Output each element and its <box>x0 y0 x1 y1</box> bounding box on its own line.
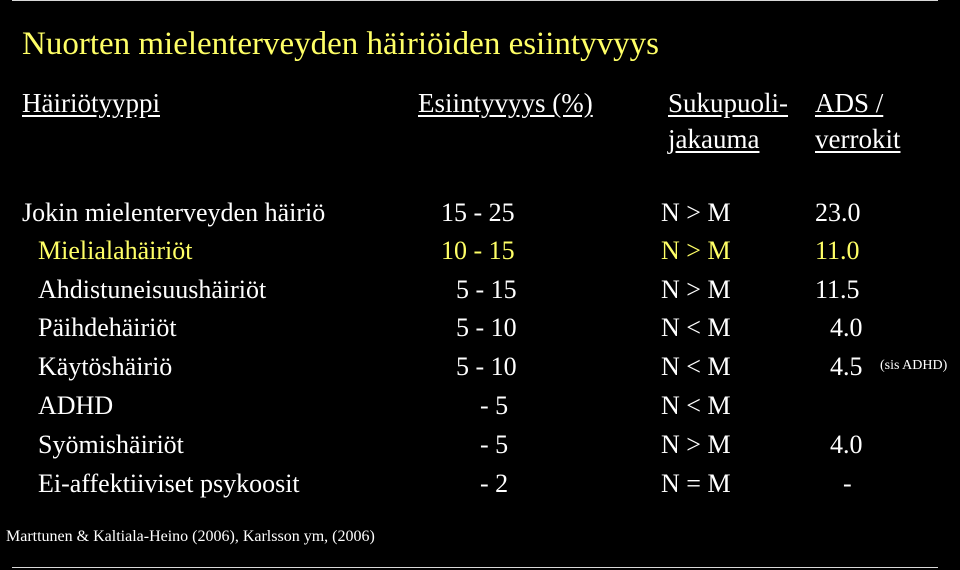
row-ads: 11.0 <box>815 236 860 265</box>
row-gender: N < M <box>661 391 731 420</box>
row-name: Syömishäiriöt <box>38 430 184 459</box>
row-gender: N > M <box>661 198 731 227</box>
row-name: Ahdistuneisuushäiriöt <box>38 275 267 304</box>
header-ads-line1: ADS / <box>815 88 884 118</box>
row-name: Päihdehäiriöt <box>38 313 177 342</box>
row-gender: N > M <box>661 430 731 459</box>
row-prevalence: 10 - 15 <box>441 236 515 265</box>
header-prevalence: Esiintyvyys (%) <box>418 88 593 118</box>
row-ads: 11.5 <box>815 275 860 304</box>
row-ads: - <box>843 469 852 498</box>
header-type: Häiriötyyppi <box>22 88 160 118</box>
row-gender: N < M <box>661 352 731 381</box>
row-prevalence: 5 - 10 <box>456 313 517 342</box>
row-name: Mielialahäiriöt <box>38 236 193 265</box>
row-gender: N = M <box>661 469 731 498</box>
row-name: Käytöshäiriö <box>38 352 173 381</box>
row-note: (sis ADHD) <box>880 358 948 373</box>
row-name: ADHD <box>38 391 114 420</box>
row-prevalence: - 5 <box>480 391 509 420</box>
row-ads: 4.5 <box>830 352 863 381</box>
row-prevalence: - 5 <box>480 430 509 459</box>
source-citation: Marttunen & Kaltiala-Heino (2006), Karlsson ym, (2006) <box>6 528 375 545</box>
row-prevalence: 5 - 10 <box>456 352 517 381</box>
header-ads-line2: verrokit <box>815 124 901 154</box>
row-gender: N > M <box>661 236 731 265</box>
row-gender: N < M <box>661 313 731 342</box>
row-name: Ei-affektiiviset psykoosit <box>38 469 300 498</box>
row-gender: N > M <box>661 275 731 304</box>
row-ads: 4.0 <box>830 313 863 342</box>
row-name: Jokin mielenterveyden häiriö <box>22 198 326 227</box>
row-ads: 23.0 <box>815 198 861 227</box>
row-prevalence: 5 - 15 <box>456 275 517 304</box>
slide-title: Nuorten mielenterveyden häiriöiden esiintyvyys <box>22 26 659 62</box>
row-prevalence: 15 - 25 <box>441 198 515 227</box>
bottom-rule <box>12 567 938 568</box>
header-gender-line1: Sukupuoli- <box>668 88 789 118</box>
header-gender-line2: jakauma <box>668 124 760 154</box>
row-prevalence: - 2 <box>480 469 509 498</box>
row-ads: 4.0 <box>830 430 863 459</box>
top-rule <box>12 0 938 1</box>
